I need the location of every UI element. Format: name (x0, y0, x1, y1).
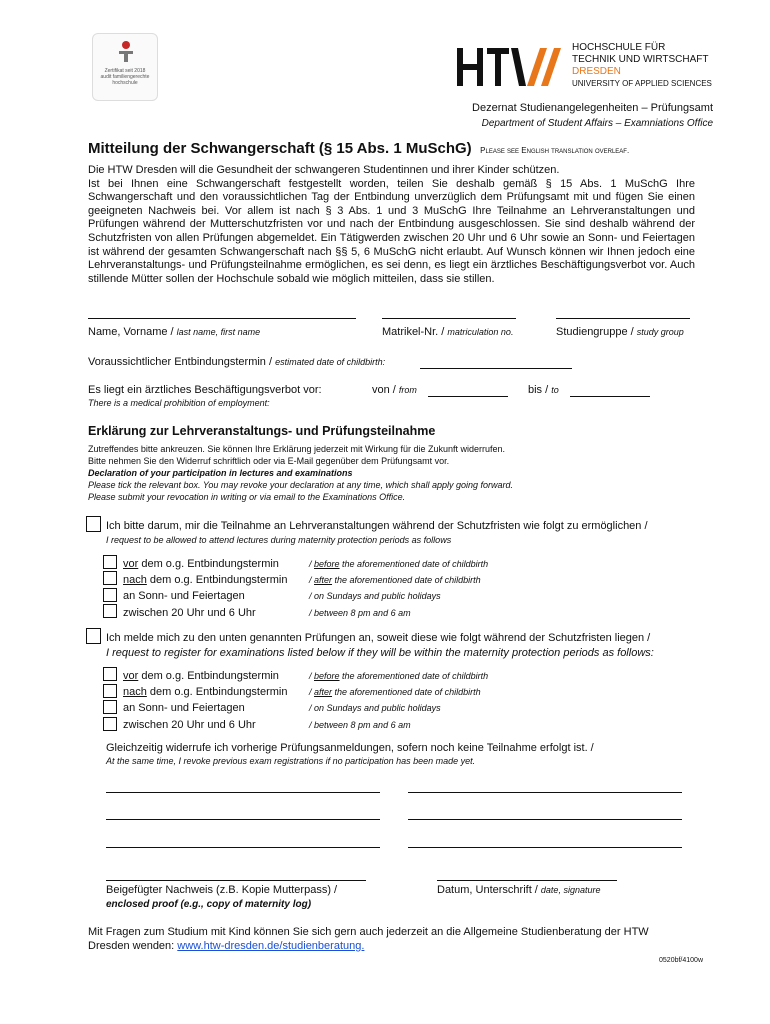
exams-option-checkbox[interactable] (103, 684, 117, 698)
option-de: an Sonn- und Feiertagen (123, 702, 245, 714)
option-de: an Sonn- und Feiertagen (123, 590, 245, 602)
lectures-option-checkbox[interactable] (103, 555, 117, 569)
declaration-line: Declaration of your participation in lectures and examinations (88, 468, 353, 478)
logo-line: DRESDEN (572, 66, 621, 77)
prohibition-label: Es liegt ein ärztliches Beschäftigungsverbot vor: (88, 384, 322, 396)
study-group-field[interactable] (556, 318, 690, 319)
prohibition-to-field[interactable] (570, 396, 650, 397)
exams-label-en: I request to register for examinations listed below if they will be within the maternity protection periods as follows: (106, 647, 654, 659)
option-en: the aforementioned date of childbirth (339, 559, 489, 569)
option-de: dem o.g. Entbindungstermin (138, 670, 279, 682)
option-en-underlined: after (314, 575, 333, 585)
translation-note: Please see English translation overleaf. (480, 146, 630, 155)
lectures-label: Ich bitte darum, mir die Teilnahme an Lehrveranstaltungen während der Schutzfristen wie folgt zu ermöglichen / (106, 520, 648, 532)
study-group-label: Studiengruppe / (556, 326, 634, 338)
option-en: the aforementioned date of childbirth (332, 687, 481, 697)
option-de: dem o.g. Entbindungstermin (146, 686, 288, 698)
htw-logo (455, 44, 567, 90)
name-label: Name, Vorname / (88, 326, 174, 338)
page-title: Mitteilung der Schwangerschaft (§ 15 Abs. 1 MuSchG) (88, 140, 472, 157)
intro-line: Ist bei Ihnen eine Schwangerschaft festgestellt worden, teilen Sie deshalb gemäß § 15 Abs. 1 MuSchG Ihre (88, 177, 695, 190)
intro-line: stillende Mütter sollen der Hochschule sobald wie möglich mitteilen, dass sie stillen. (88, 272, 495, 285)
seal-emblem-icon (115, 40, 137, 62)
lectures-checkbox[interactable] (86, 516, 101, 532)
exam-entry-field[interactable] (408, 847, 682, 848)
department-en: Department of Student Affairs – Examniations Office (481, 118, 713, 129)
option-en: the aforementioned date of childbirth (332, 575, 481, 585)
logo-line: HOCHSCHULE FÜR (572, 42, 666, 53)
revoke-statement: Gleichzeitig widerrufe ich vorherige Prüfungsanmeldungen, sofern noch keine Teilnahme erfolgt ist. / (106, 742, 594, 754)
signature-label-en: date, signature (540, 885, 601, 895)
studienberatung-link[interactable]: www.htw-dresden.de/studienberatung. (177, 940, 365, 952)
logo-line: UNIVERSITY OF APPLIED SCIENCES (572, 79, 712, 88)
intro-line: Schwangerschaft und den voraussichtlichen Tag der Entbindung unverzüglich dem Prüfungsamt mit und fügen Sie einen (88, 191, 695, 204)
signature-label: Datum, Unterschrift / (437, 884, 538, 896)
matrikel-label-en: matriculation no. (447, 327, 514, 337)
option-en: the aforementioned date of childbirth (339, 671, 489, 681)
matrikel-field[interactable] (382, 318, 516, 319)
intro-line: geeigneten Nachweis bei. Vor allem ist nach § 3 Abs. 1 und 3 MuSchG Ihre Teilnahme an Lehrveranstaltungen und (88, 204, 695, 217)
department-de: Dezernat Studienangelegenheiten – Prüfungsamt (472, 102, 713, 114)
exams-checkbox[interactable] (86, 628, 101, 644)
exam-entry-field[interactable] (408, 792, 682, 793)
family-audit-seal (92, 33, 158, 101)
lectures-option-checkbox[interactable] (103, 604, 117, 618)
option-de: dem o.g. Entbindungstermin (138, 558, 279, 570)
option-de: zwischen 20 Uhr und 6 Uhr (123, 607, 256, 619)
intro-line: Lehrveranstaltungs- und Prüfungsteilnahme ermöglichen, es sei denn, es liegt ein ärztliches Beschäftigungsverbot vor. Auch (88, 259, 695, 272)
option-en: on Sundays and public holidays (314, 703, 441, 713)
prohibition-from-field[interactable] (428, 396, 508, 397)
seal-line: Zertifikat seit 2018 (104, 68, 146, 74)
option-en-underlined: after (314, 687, 333, 697)
option-de-underlined: vor (123, 558, 139, 570)
proof-label: Beigefügter Nachweis (z.B. Kopie Mutterpass) / (106, 884, 338, 896)
exams-option-checkbox[interactable] (103, 700, 117, 714)
option-de: dem o.g. Entbindungstermin (146, 574, 288, 586)
declaration-line: Please submit your revocation in writing or via email to the Examinations Office. (88, 492, 406, 502)
exams-option-checkbox[interactable] (103, 717, 117, 731)
declaration-line: Bitte nehmen Sie den Widerruf schriftlich oder via E-Mail gegenüber dem Prüfungsamt vor. (88, 456, 450, 466)
study-group-label-en: study group (636, 327, 684, 337)
seal-line: hochschule (112, 80, 138, 86)
proof-field[interactable] (106, 880, 366, 881)
option-de-underlined: vor (123, 670, 139, 682)
exam-entry-field[interactable] (106, 819, 380, 820)
von-label: von / (372, 384, 396, 396)
prohibition-label-en: There is a medical prohibition of employment: (88, 398, 270, 408)
intro-line: ist während der gesamten Schwangerschaft nach §§ 5, 6 MuSchG nicht erlaubt. Auf Wunsch können wir Ihnen jedoch eine (88, 245, 695, 258)
intro-line: Prüfungen während der Mutterschutzfristen vor und nach der Entbindung ausgeschlossen. Sie sind deshalb während der (88, 218, 695, 231)
footer-text: Dresden wenden: (88, 940, 175, 952)
bis-label: bis / (528, 384, 549, 396)
option-en: between 8 pm and 6 am (314, 608, 411, 618)
option-de-underlined: nach (123, 686, 147, 698)
due-date-field[interactable] (420, 368, 572, 369)
htw-logo-mark-icon (455, 44, 567, 90)
signature-field[interactable] (437, 880, 617, 881)
declaration-line: Zutreffendes bitte ankreuzen. Sie können Ihre Erklärung jederzeit mit Wirkung für die Zukunft widerrufen. (88, 444, 506, 454)
exams-label: Ich melde mich zu den unten genannten Prüfungen an, soweit diese wie folgt während der Schutzfristen liegen / (106, 632, 651, 644)
option-en: between 8 pm and 6 am (314, 720, 411, 730)
form-code: 0520bf/4100w (659, 957, 703, 964)
option-de-underlined: nach (123, 574, 147, 586)
exams-option-checkbox[interactable] (103, 667, 117, 681)
proof-label-en: enclosed proof (e.g., copy of maternity log) (106, 899, 312, 910)
declaration-heading: Erklärung zur Lehrveranstaltungs- und Prüfungsteilnahme (88, 424, 436, 438)
option-en-underlined: before (314, 559, 340, 569)
declaration-line: Please tick the relevant box. You may revoke your declaration at any time, which shall apply going forward. (88, 480, 514, 490)
intro-line: Schutzfristen von allen Prüfungen abgemeldet. Ein Tätigwerden zwischen 20 Uhr und 6 Uhr sowie an Sonn- und Feiertagen (88, 231, 695, 244)
logo-line: TECHNIK UND WIRTSCHAFT (572, 54, 709, 65)
lectures-label-en: I request to be allowed to attend lectures during maternity protection periods as follows (106, 535, 452, 545)
revoke-statement-en: At the same time, I revoke previous exam registrations if no participation has been made yet. (106, 756, 476, 766)
footer-text: Mit Fragen zum Studium mit Kind können Sie sich gern auch jederzeit an die Allgemeine Studienberatung der HTW (88, 926, 649, 938)
lectures-option-checkbox[interactable] (103, 588, 117, 602)
exam-entry-field[interactable] (106, 847, 380, 848)
seal-line: audit familiengerechte (100, 74, 150, 80)
exam-entry-field[interactable] (106, 792, 380, 793)
von-label-en: from (398, 385, 417, 395)
lectures-option-checkbox[interactable] (103, 571, 117, 585)
option-de: zwischen 20 Uhr und 6 Uhr (123, 719, 256, 731)
due-date-label: Voraussichtlicher Entbindungstermin / (88, 356, 273, 368)
intro-line: Die HTW Dresden will die Gesundheit der schwangeren Studentinnen und ihrer Kinder schützen. (88, 164, 560, 176)
bis-label-en: to (551, 385, 559, 395)
due-date-label-en: estimated date of childbirth: (275, 357, 386, 367)
matrikel-label: Matrikel-Nr. / (382, 326, 445, 338)
option-en-underlined: before (314, 671, 340, 681)
option-en: on Sundays and public holidays (314, 591, 441, 601)
exam-entry-field[interactable] (408, 819, 682, 820)
name-field[interactable] (88, 318, 356, 319)
name-label-en: last name, first name (176, 327, 261, 337)
intro-paragraph (88, 164, 695, 286)
